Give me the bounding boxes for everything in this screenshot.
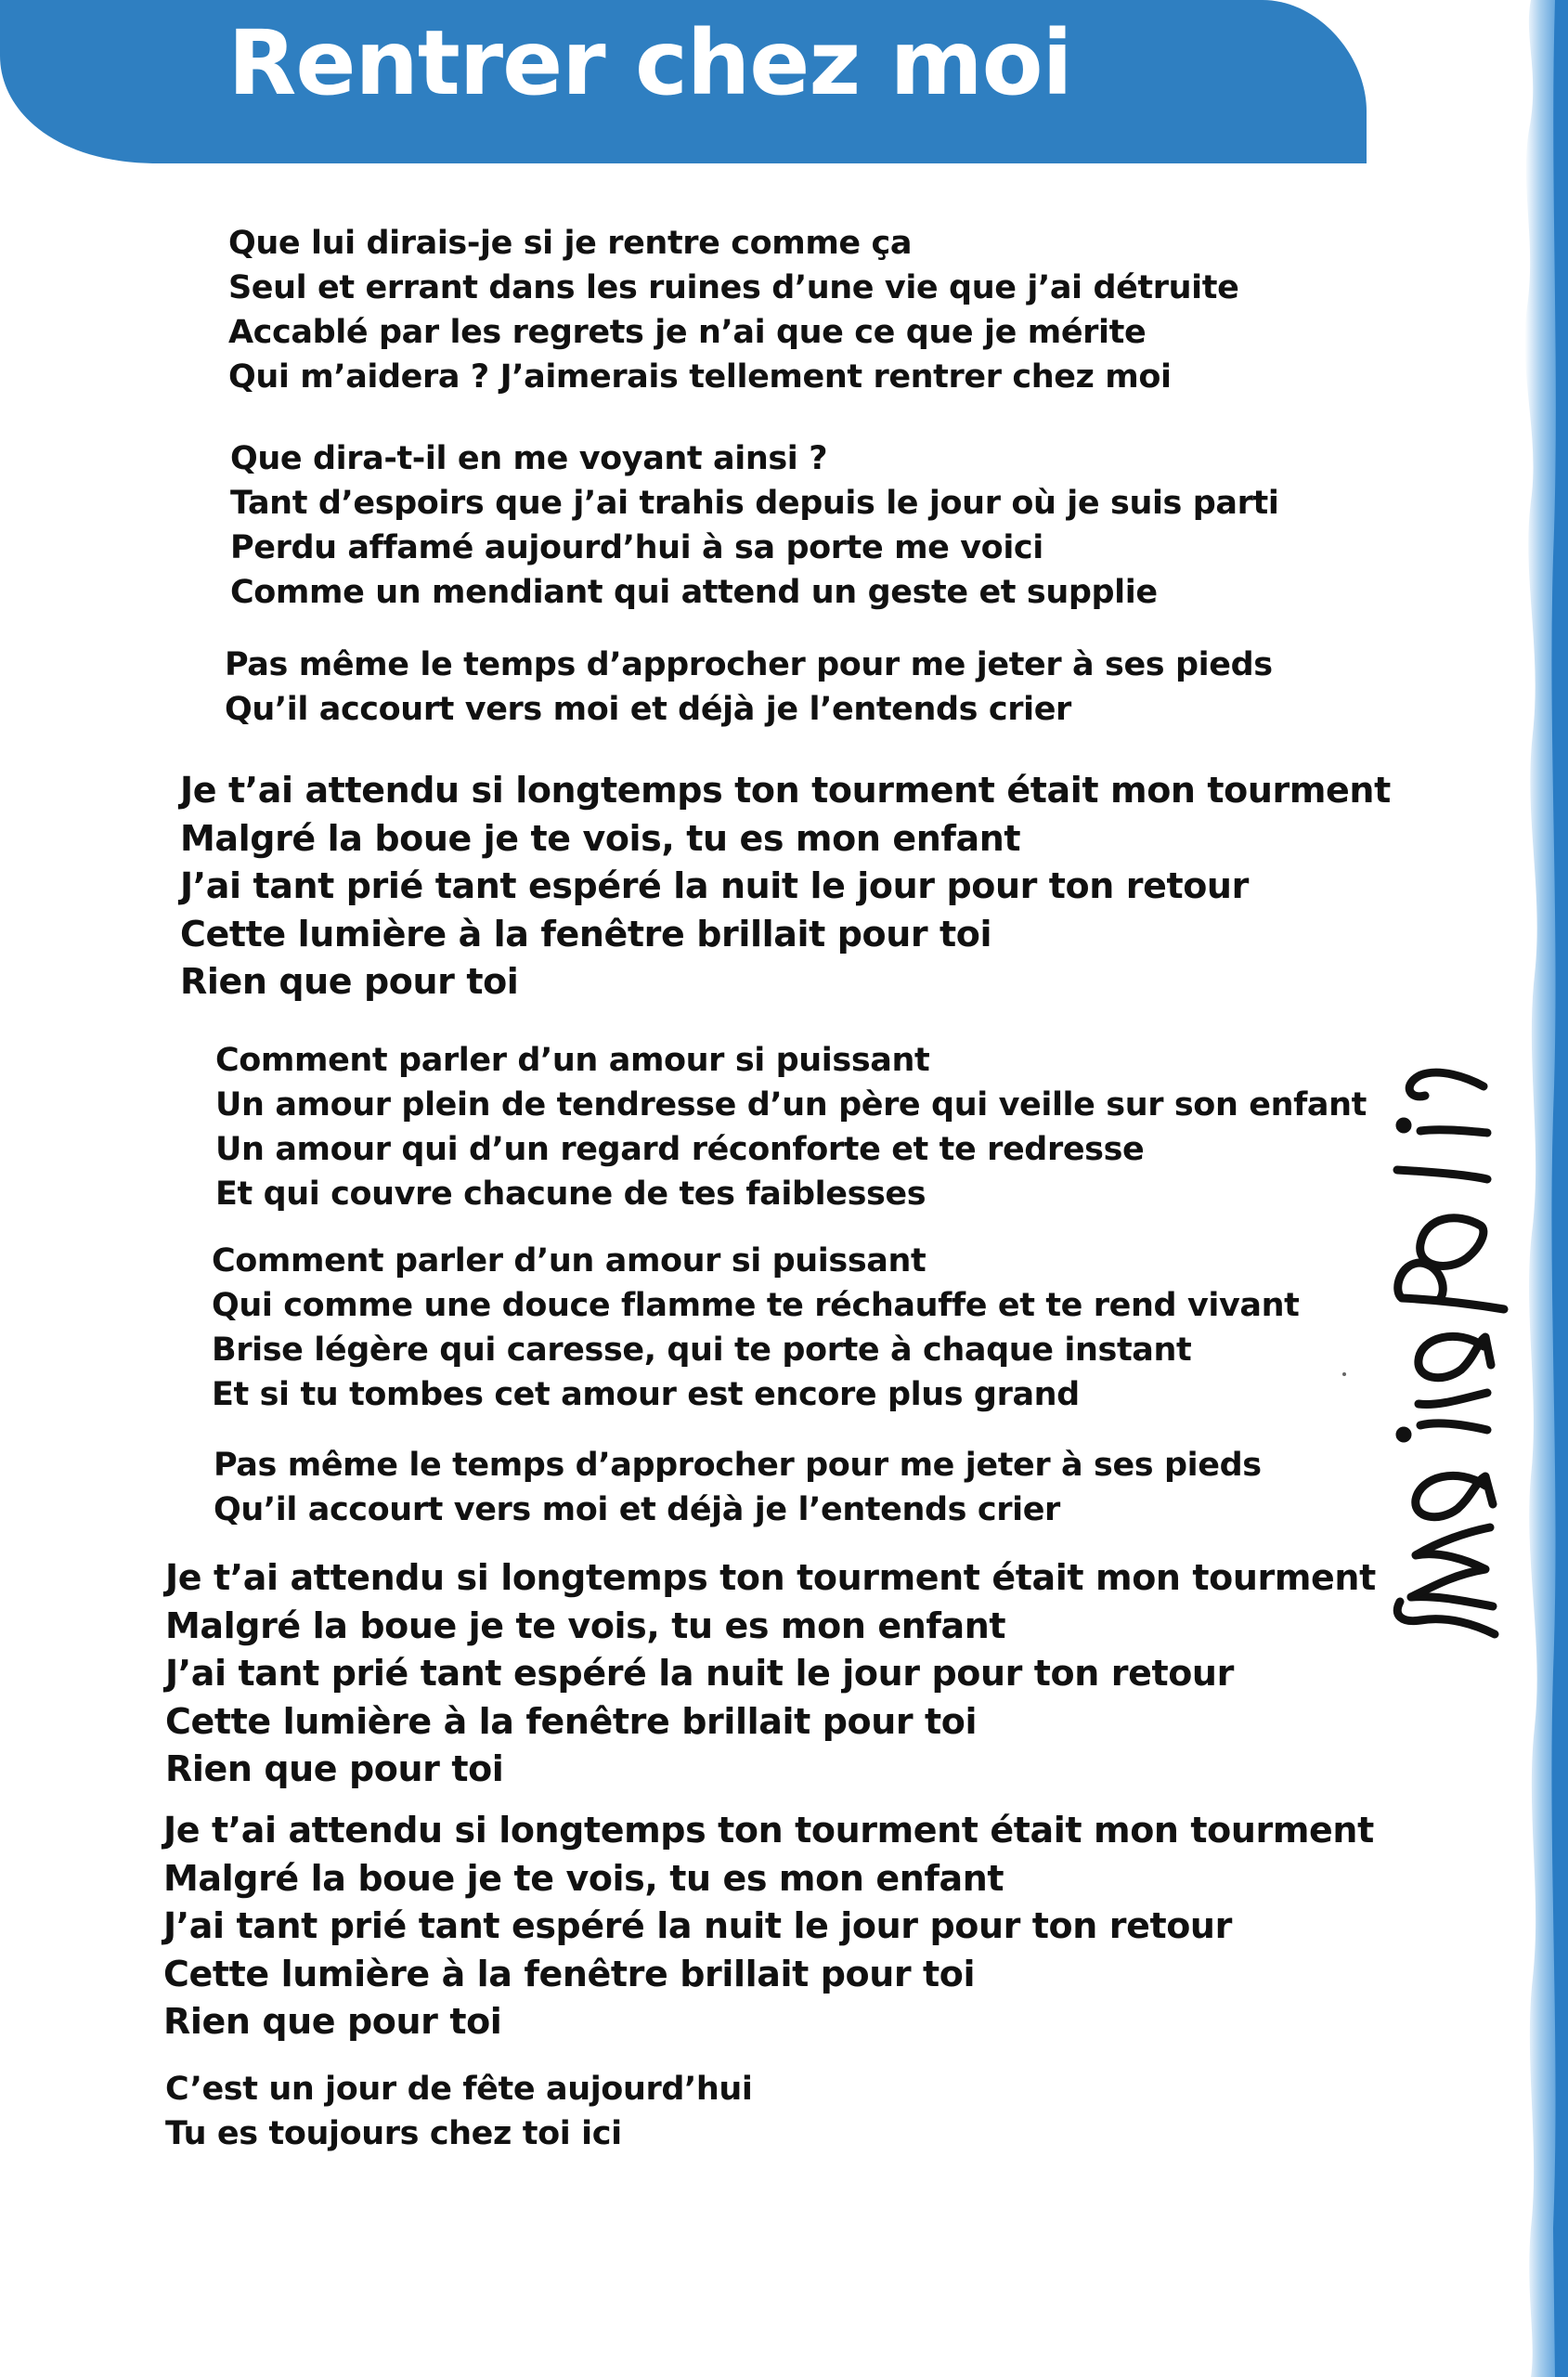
stanza-9-chorus	[163, 1807, 1374, 2046]
verse-line: Malgré la boue je te vois, tu es mon enfant	[180, 817, 1021, 859]
verse-line: Cette lumière à la fenêtre brillait pour toi	[163, 1953, 976, 1994]
verse-line: Et qui couvre chacune de tes faiblesses	[215, 1176, 927, 1213]
verse-line: Brise légère qui caresse, qui te porte à chaque instant	[212, 1331, 1192, 1369]
verse-line: Que dira-t-il en me voyant ainsi ?	[230, 440, 828, 477]
verse-line: Perdu affamé aujourd’hui à sa porte me voici	[230, 529, 1043, 566]
verse-line: Que lui dirais-je si je rentre comme ça	[228, 225, 913, 262]
verse-line: Comment parler d’un amour si puissant	[215, 1042, 930, 1079]
signature-mariapolis	[1383, 743, 1513, 1653]
verse-line: Qu’il accourt vers moi et déjà je l’entends crier	[214, 1491, 1060, 1528]
stanza-2	[230, 436, 1278, 615]
stanza-8-chorus	[165, 1554, 1376, 1794]
verse-line: C’est un jour de fête aujourd’hui	[165, 2071, 753, 2108]
verse-line: Rien que pour toi	[163, 2001, 502, 2042]
stanza-7-prechorus	[214, 1443, 1262, 1532]
verse-line: Et si tu tombes cet amour est encore plus grand	[212, 1376, 1080, 1413]
stray-dot	[1342, 1372, 1346, 1376]
verse-line: Je t’ai attendu si longtemps ton tourment était mon tourment	[180, 770, 1391, 811]
verse-line: Pas même le temps d’approcher pour me jeter à ses pieds	[225, 646, 1273, 683]
verse-line: Pas même le temps d’approcher pour me jeter à ses pieds	[214, 1447, 1262, 1484]
verse-line: J’ai tant prié tant espéré la nuit le jour pour ton retour	[163, 1905, 1232, 1946]
verse-line: Malgré la boue je te vois, tu es mon enfant	[163, 1857, 1004, 1899]
verse-line: Je t’ai attendu si longtemps ton tourment était mon tourment	[165, 1557, 1376, 1598]
stanza-1	[228, 221, 1238, 399]
verse-line: J’ai tant prié tant espéré la nuit le jour pour ton retour	[165, 1653, 1234, 1694]
verse-line: Qu’il accourt vers moi et déjà je l’entends crier	[225, 691, 1071, 728]
stanza-3-prechorus	[225, 643, 1273, 732]
verse-line: J’ai tant prié tant espéré la nuit le jour pour ton retour	[180, 865, 1249, 906]
verse-line: Qui comme une douce flamme te réchauffe et te rend vivant	[212, 1287, 1300, 1324]
verse-line: Tant d’espoirs que j’ai trahis depuis le jour où je suis parti	[230, 485, 1279, 522]
verse-line: Un amour qui d’un regard réconforte et te redresse	[215, 1131, 1145, 1168]
verse-line: Un amour plein de tendresse d’un père qui veille sur son enfant	[215, 1086, 1367, 1124]
verse-line: Cette lumière à la fenêtre brillait pour toi	[165, 1700, 978, 1742]
verse-line: Comment parler d’un amour si puissant	[212, 1242, 927, 1279]
page-title: Rentrer chez moi	[227, 11, 1072, 115]
stanza-5	[215, 1038, 1367, 1216]
stanza-4-chorus	[180, 767, 1391, 1007]
verse-line: Tu es toujours chez toi ici	[165, 2115, 622, 2152]
verse-line: Rien que pour toi	[165, 1748, 504, 1789]
verse-line: Rien que pour toi	[180, 961, 519, 1002]
verse-line: Seul et errant dans les ruines d’une vie que j’ai détruite	[228, 269, 1239, 306]
verse-line: Malgré la boue je te vois, tu es mon enfant	[165, 1604, 1006, 1646]
verse-line: Accablé par les regrets je n’ai que ce que je mérite	[228, 314, 1147, 351]
verse-line: Qui m’aidera ? J’aimerais tellement rentrer chez moi	[228, 358, 1172, 396]
verse-line: Comme un mendiant qui attend un geste et supplie	[230, 574, 1158, 611]
verse-line: Cette lumière à la fenêtre brillait pour toi	[180, 913, 992, 955]
stanza-10-outro	[165, 2067, 753, 2156]
verse-line: Je t’ai attendu si longtemps ton tourment était mon tourment	[163, 1810, 1374, 1851]
stanza-6	[212, 1239, 1299, 1417]
